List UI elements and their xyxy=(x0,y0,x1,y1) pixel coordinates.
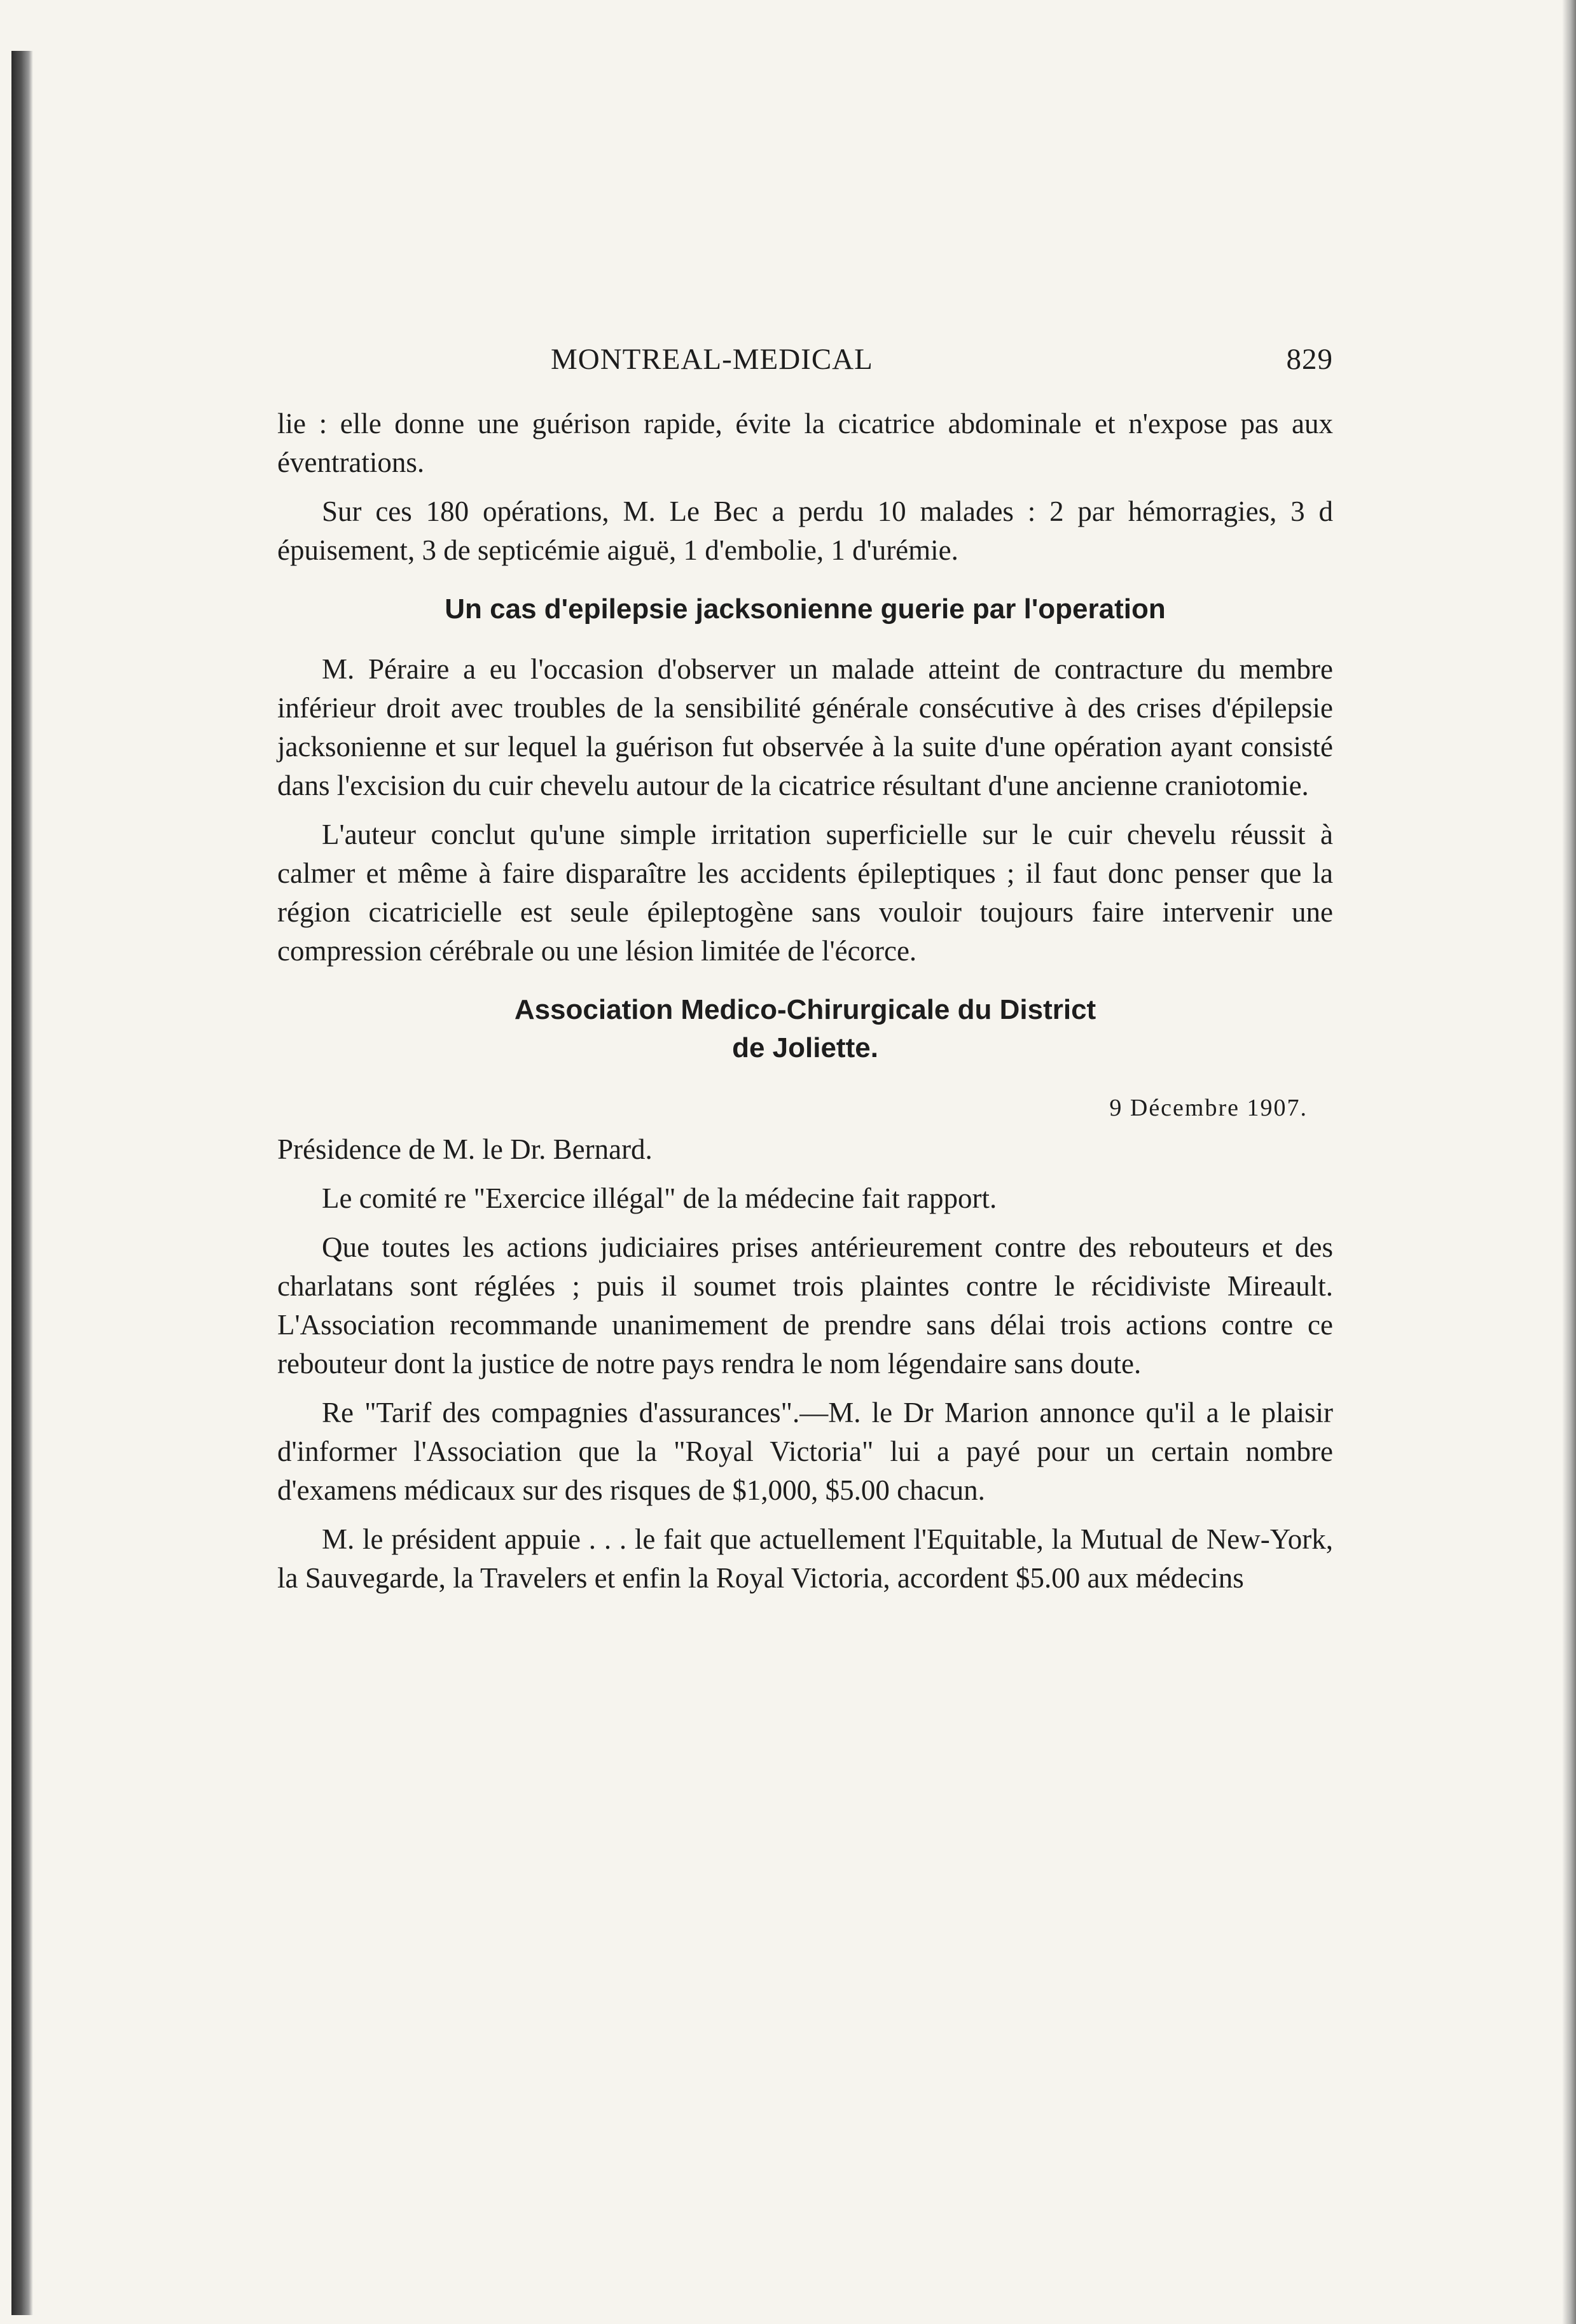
paragraph-comite-report: Le comité re "Exercice illégal" de la médecine fait rapport. xyxy=(322,1182,997,1214)
page-edge-shadow xyxy=(1562,0,1576,2324)
journal-title: MONTREAL-MEDICAL xyxy=(551,343,873,376)
section-heading-epilepsie: Un cas d'epilepsie jacksonienne guerie par l'operation xyxy=(445,593,1166,625)
paragraph-presidence: Présidence de M. le Dr. Bernard. xyxy=(277,1133,653,1165)
heading-line-2: de Joliette. xyxy=(732,1032,878,1063)
paragraph-peraire-case: M. Péraire a eu l'occasion d'observer un malade atteint de contracture du membre inférieur droit avec troubles de la sensibilité générale consécutive à des crises d'épilepsie jacksonienne et sur lequel la guérison fut observée à la suite d'une opération ayant consisté dans l'excision du cuir chevelu autour de la cicatrice résultant d'une ancienne craniotomie. xyxy=(277,653,1333,801)
section-heading-association xyxy=(277,991,1333,1067)
running-header xyxy=(277,340,1333,379)
book-binding-edge xyxy=(11,51,33,2315)
paragraph-insurance-tariff: Re "Tarif des compagnies d'assurances".—M. le Dr Marion annonce qu'il a le plaisir d'informer l'Association que la "Royal Victoria" lui a payé pour un certain nombre d'examens médicaux sur des risques de $1,000, $5.00 chacun. xyxy=(277,1397,1333,1506)
paragraph-author-conclusion: L'auteur conclut qu'une simple irritation superficielle sur le cuir chevelu réussit à calmer et même à faire disparaître les accidents épileptiques ; il faut donc penser que la région cicatricielle est seule épileptogène sans vouloir toujours faire intervenir une compression cérébrale ou une lésion limitée de l'écorce. xyxy=(277,819,1333,967)
paragraph-operations-results: Sur ces 180 opérations, M. Le Bec a perdu 10 malades : 2 par hémorragies, 3 d épuisement, 3 de septicémie aiguë, 1 d'embolie, 1 d'urémie. xyxy=(277,495,1333,566)
document-page xyxy=(277,340,1333,1608)
meeting-date: 9 Décembre 1907. xyxy=(1109,1095,1308,1121)
page-number: 829 xyxy=(1286,343,1333,376)
paragraph-president: M. le président appuie . . . le fait que actuellement l'Equitable, la Mutual de New-York, la Sauvegarde, la Travelers et enfin la Royal Victoria, accordent $5.00 aux médecins xyxy=(277,1523,1333,1594)
heading-line-1: Association Medico-Chirurgicale du District xyxy=(514,994,1096,1025)
paragraph-judicial-actions: Que toutes les actions judiciaires prises antérieurement contre des rebouteurs et des charlatans sont réglées ; puis il soumet trois plaintes contre le récidiviste Mireault. L'Association recommande unanimement de prendre sans délai trois actions contre ce rebouteur dont la justice de notre pays rendra le nom légendaire sans doute. xyxy=(277,1231,1333,1380)
paragraph-continuation: lie : elle donne une guérison rapide, évite la cicatrice abdominale et n'expose pas aux éventrations. xyxy=(277,408,1333,478)
